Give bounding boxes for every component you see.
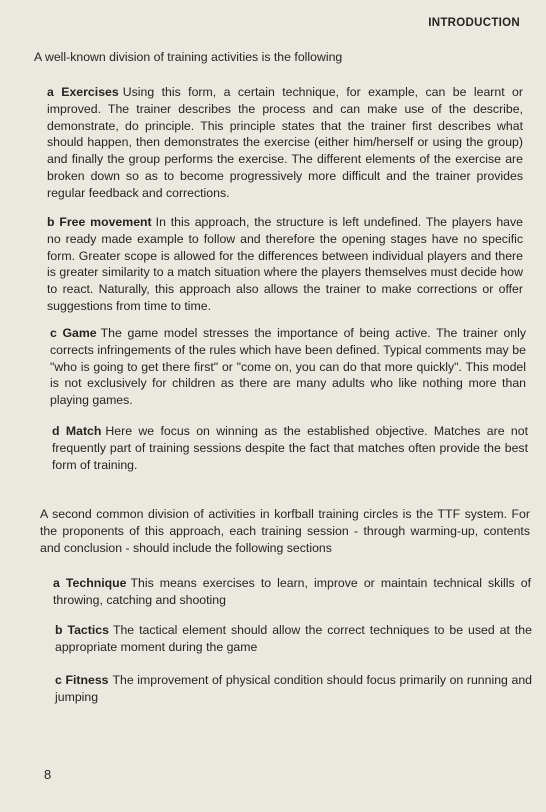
definition-tactics [55,622,532,656]
ttf-intro-paragraph: A second common division of activities in korfball training circles is the TTF system. For the proponents of this approach, each training session - through warming-up, contents and conclusion - should include the following sections [40,507,530,555]
term-label: b Free movement [47,215,152,229]
term-label: a Technique [53,576,127,590]
intro-paragraph: A well-known division of training activities is the following [34,50,343,64]
definition-free-movement [47,214,523,315]
section-header: INTRODUCTION [428,17,520,29]
definition-match [52,423,528,473]
definition-text: The tactical element should allow the correct techniques to be used at the appropriate moment during the game [55,623,532,654]
definition-text: In this approach, the structure is left undefined. The players have no ready made example to follow and therefore the opening stages have no specific form. Greater scope is allowed for the differences between individual players and there is greater similarity to a match situation where the players themselves must decide how to react. Naturally, this approach also allows the trainer to make corrections or offer suggestions from time to time. [47,215,523,313]
definition-game [50,325,526,409]
term-label: d Match [52,424,102,438]
definition-text: Using this form, a certain technique, for example, can be learnt or improved. The trainer describes the process and can make use of the describe, demonstrate, do principle. This principle states that the trainer first describes what should happen, then demonstrates the exercise (either him/herself or using the group) and finally the group performs the exercise. The different elements of the exercise are broken down so as to become progressively more difficult and the trainer provides regular feedback and corrections. [47,85,523,200]
term-label: c Game [50,326,97,340]
definition-fitness [55,672,532,706]
page-number: 8 [44,767,52,782]
definition-technique [53,575,531,609]
definition-text: The game model stresses the importance of being active. The trainer only corrects infringements of the rules which have been defined. Typical comments may be "who is going to get there first" or "come on, you can do that more quickly". This model is not exclusively for children as there are many adults who like nothing more than playing games. [50,326,526,408]
definition-text: The improvement of physical condition should focus primarily on running and jumping [55,673,532,704]
term-label: a Exercises [47,85,119,99]
definition-exercises [47,84,523,202]
term-label: c Fitness [55,673,109,687]
definition-text: This means exercises to learn, improve or maintain technical skills of throwing, catching and shooting [53,576,531,607]
term-label: b Tactics [55,623,109,637]
definition-text: Here we focus on winning as the established objective. Matches are not frequently part of training sessions despite the fact that matches often provide the best form of training. [52,424,528,472]
